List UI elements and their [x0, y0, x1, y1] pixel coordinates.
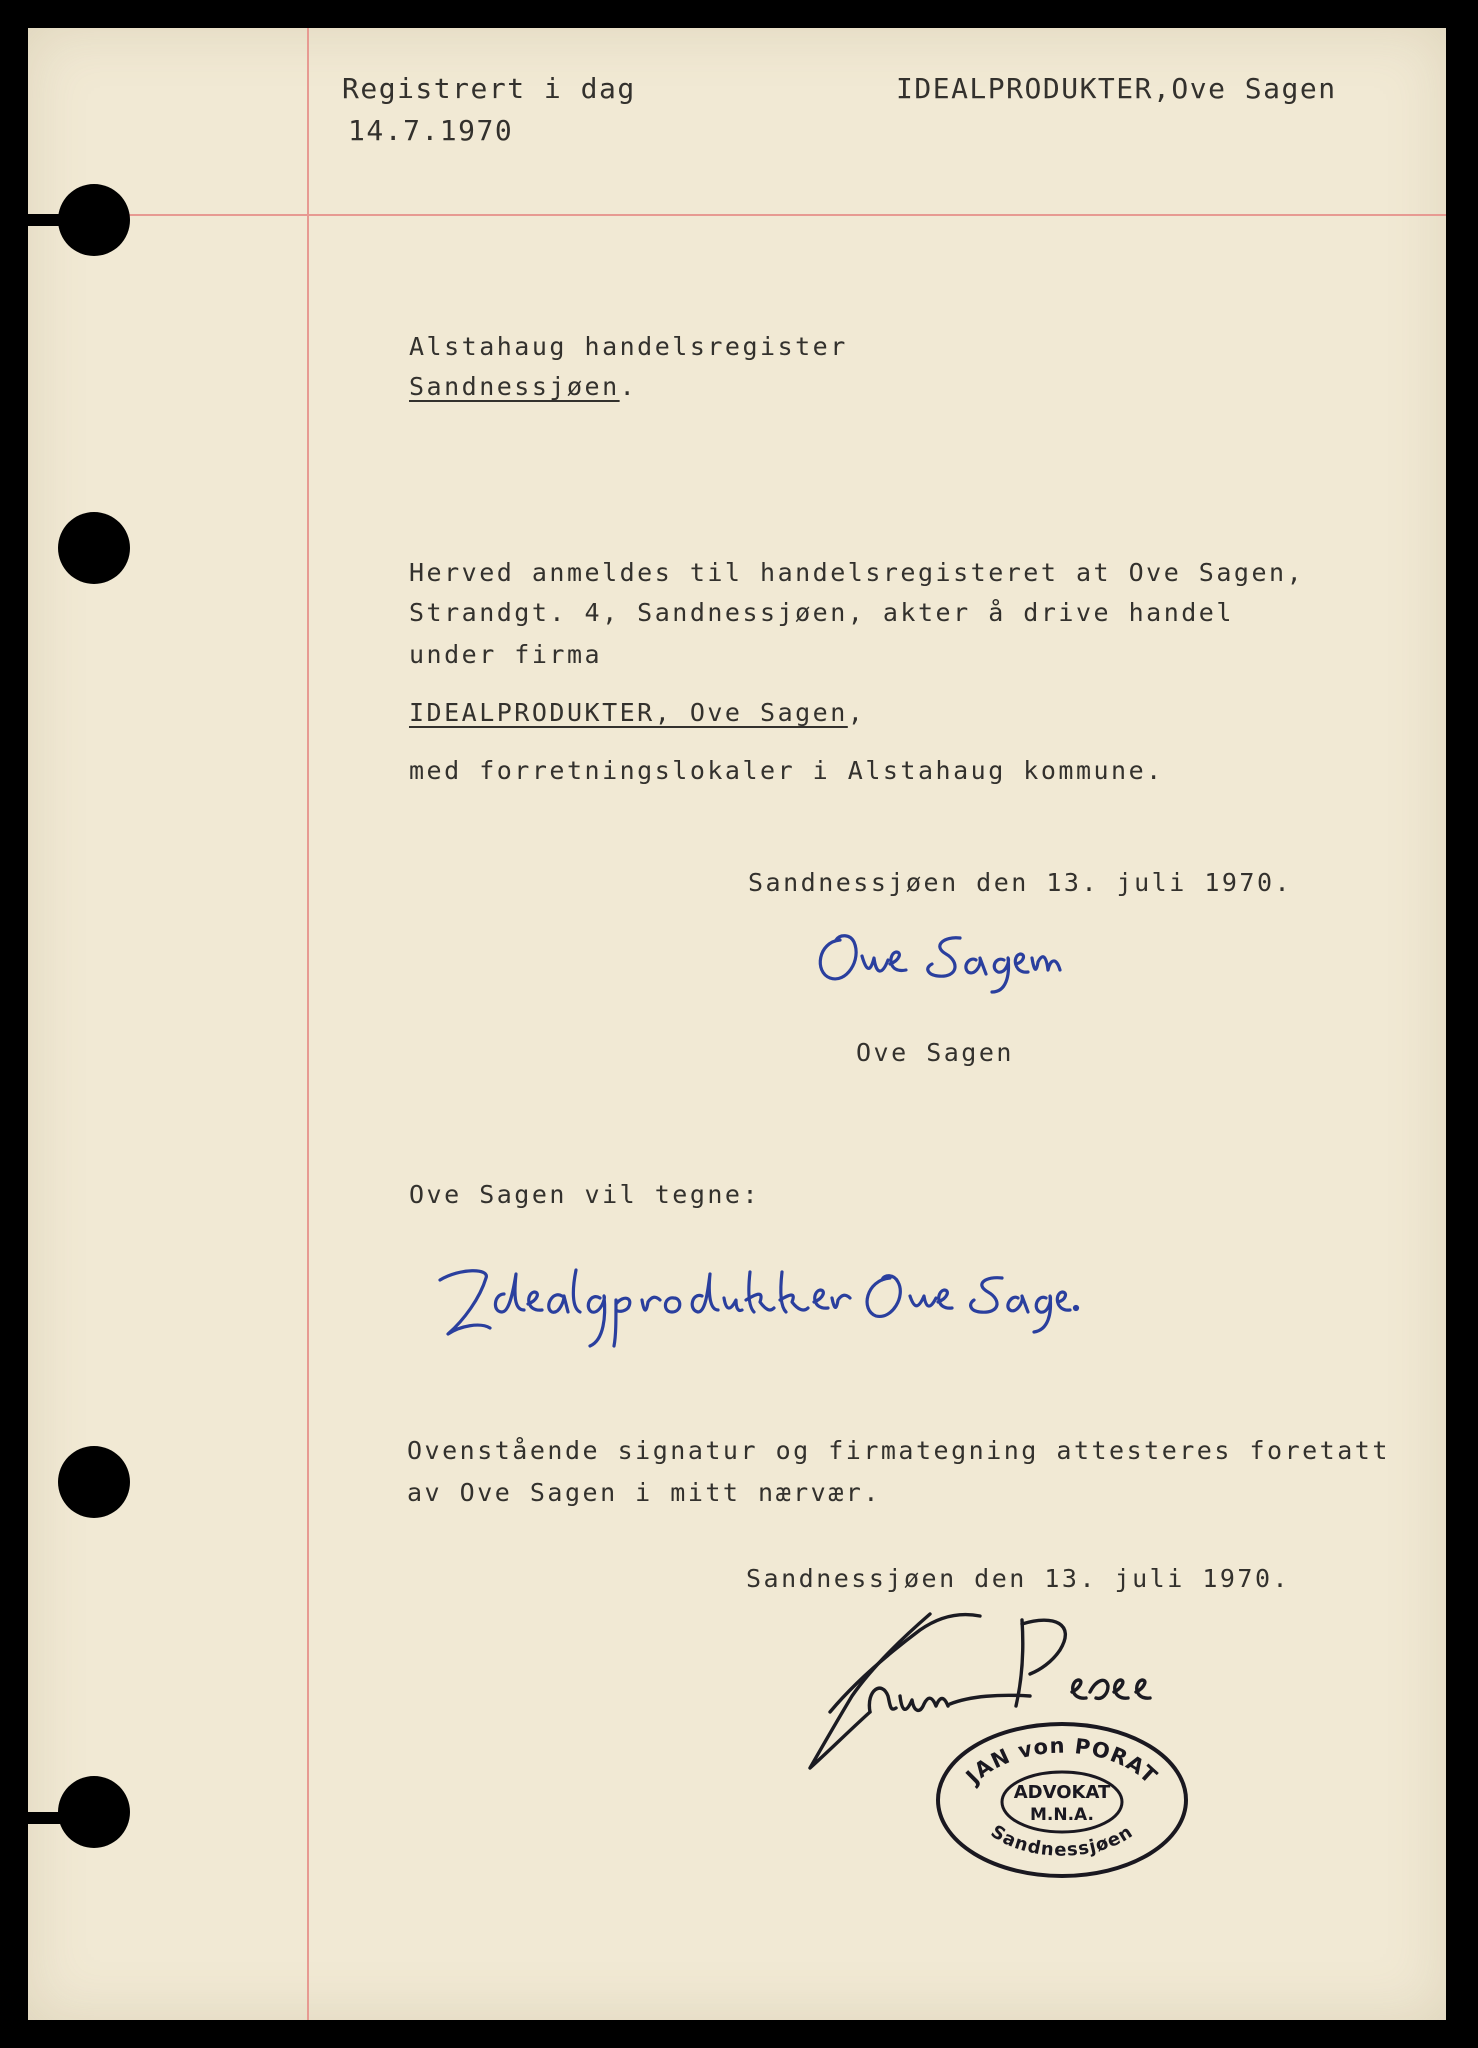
punch-hole: [58, 512, 130, 584]
svg-text:Sandnessjøen: [987, 1821, 1137, 1861]
margin-line-horizontal: [28, 214, 1446, 216]
stamp-top-text: JAN von PORAT: [961, 1733, 1163, 1789]
body-line-3: under firma: [409, 640, 603, 669]
attest-line-1: Ovenstående signatur og firmategning attesteres foretatt: [407, 1436, 1390, 1465]
body-line-4: med forretningslokaler i Alstahaug kommune.: [409, 756, 1164, 785]
registered-label: Registrert i dag: [342, 72, 636, 105]
stamp-subtitle: M.N.A.: [1030, 1805, 1094, 1825]
stamp-title: ADVOKAT: [1013, 1782, 1111, 1803]
lawyer-stamp: [934, 1720, 1190, 1880]
registered-date: 14.7.1970: [348, 114, 514, 147]
stamp-bottom-text: Sandnessjøen: [986, 1821, 1138, 1861]
letterhead-owner: Ove Sagen: [1171, 72, 1337, 105]
recipient-line-1: Alstahaug handelsregister: [409, 332, 848, 361]
body-firm-name: IDEALPRODUKTER, Ove Sagen: [409, 698, 848, 727]
letterhead-firm-name: IDEALPRODUKTER,: [896, 72, 1172, 105]
sign-intro: Ove Sagen vil tegne:: [409, 1180, 761, 1209]
punch-hole: [58, 1446, 130, 1518]
body-firm-line: IDEALPRODUKTER, Ove Sagen,: [409, 698, 866, 727]
body-line-2: Strandgt. 4, Sandnessjøen, akter å drive handel: [409, 598, 1234, 627]
signer-name: Ove Sagen: [856, 1038, 1014, 1067]
place-date-2: Sandnessjøen den 13. juli 1970.: [746, 1564, 1291, 1593]
signature-ove-sagen: [810, 920, 1150, 1000]
letterhead: [896, 72, 1337, 105]
punch-hole: [58, 1776, 130, 1848]
firm-signature: [420, 1250, 1080, 1360]
body-line-1: Herved anmeldes til handelsregisteret at Ove Sagen,: [409, 558, 1305, 587]
recipient-line-2: Sandnessjøen.: [409, 372, 638, 401]
punch-hole: [58, 184, 130, 256]
recipient-city: Sandnessjøen: [409, 372, 620, 401]
margin-line-vertical: [307, 28, 309, 2020]
place-date-1: Sandnessjøen den 13. juli 1970.: [748, 868, 1293, 897]
attest-line-2: av Ove Sagen i mitt nærvær.: [407, 1478, 881, 1507]
